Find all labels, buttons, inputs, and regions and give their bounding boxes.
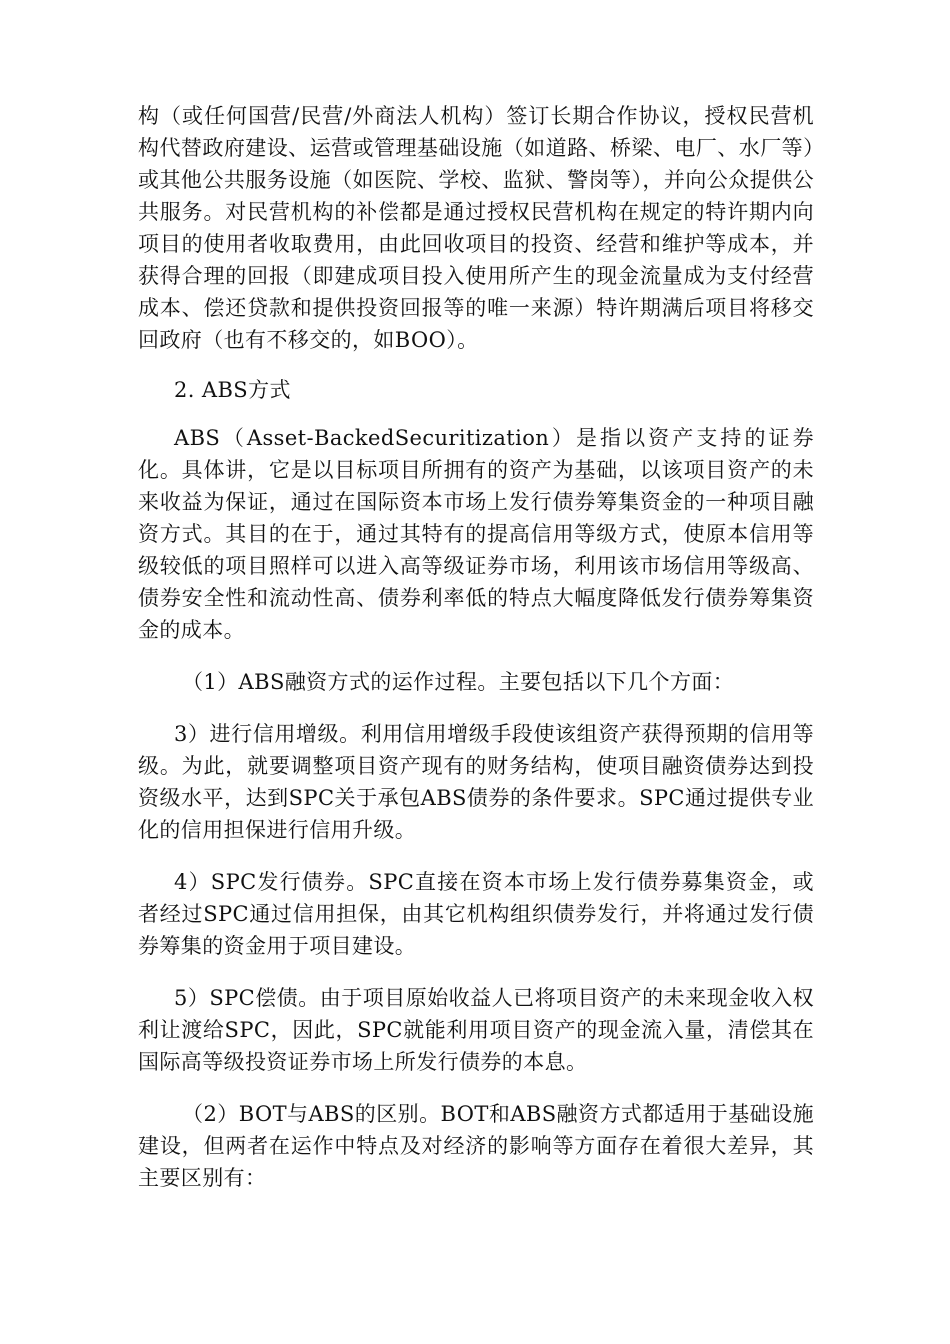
document-body — [138, 100, 814, 1194]
list-item-spc-issue-bonds: 4）SPC发行债券。SPC直接在资本市场上发行债券募集资金，或者经过SPC通过信用担保，由其它机构组织债券发行，并将通过发行债券筹集的资金用于项目建设。 — [138, 870, 814, 958]
paragraph-abs-definition: ABS（Asset-BackedSecuritization）是指以资产支持的证券化。具体讲，它是以目标项目所拥有的资产为基础，以该项目资产的未来收益为保证，通过在国际资本市场上发行债券筹集资金的一种项目融资方式。其目的在于，通过其特有的提高信用等级方式，使原本信用等级较低的项目照样可以进入高等级证券市场，利用该市场信用等级高、债券安全性和流动性高、债券利率低的特点大幅度降低发行债券筹集资金的成本。 — [138, 426, 814, 642]
section-heading-abs: 2. ABS方式 — [174, 378, 291, 402]
list-item-credit-enhancement: 3）进行信用增级。利用信用增级手段使该组资产获得预期的信用等级。为此，就要调整项目资产现有的财务结构，使项目融资债券达到投资级水平，达到SPC关于承包ABS债券的条件要求。SPC通过提供专业化的信用担保进行信用升级。 — [138, 722, 814, 842]
list-item-spc-repayment: 5）SPC偿债。由于项目原始收益人已将项目资产的未来现金收入权利让渡给SPC，因此，SPC就能利用项目资产的现金流入量，清偿其在国际高等级投资证券市场上所发行债券的本息。 — [138, 986, 814, 1074]
paragraph-bot-description: 构（或任何国营/民营/外商法人机构）签订长期合作协议，授权民营机构代替政府建设、运营或管理基础设施（如道路、桥梁、电厂、水厂等）或其他公共服务设施（如医院、学校、监狱、警岗等），并向公众提供公共服务。对民营机构的补偿都是通过授权民营机构在规定的特许期内向项目的使用者收取费用，由此回收项目的投资、经营和维护等成本，并获得合理的回报（即建成项目投入使用所产生的现金流量成为支付经营成本、偿还贷款和提供投资回报等的唯一来源）特许期满后项目将移交回政府（也有不移交的，如BOO）。 — [138, 104, 814, 352]
subheading-bot-abs-difference: （2）BOT与ABS的区别。BOT和ABS融资方式都适用于基础设施建设，但两者在运作中特点及对经济的影响等方面存在着很大差异，其主要区别有： — [138, 1102, 814, 1190]
subheading-abs-process: （1）ABS融资方式的运作过程。主要包括以下几个方面： — [182, 670, 735, 694]
